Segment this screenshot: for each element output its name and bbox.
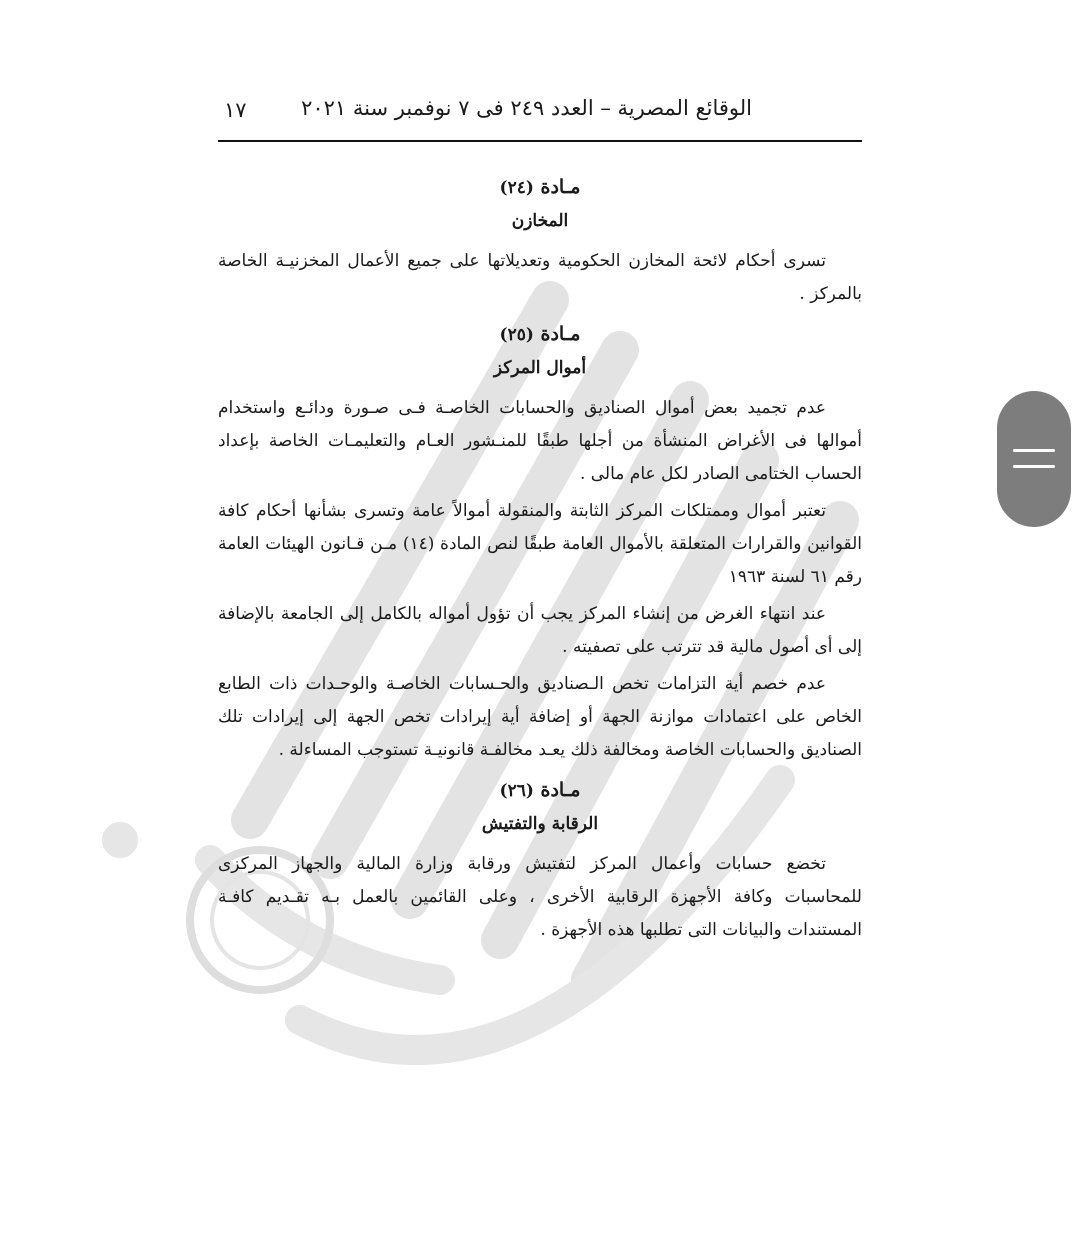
article-subtitle: المخازن [511,211,569,231]
document-body [218,176,862,951]
header-title: الوقائع المصرية – العدد ٢٤٩ فى ٧ نوفمبر سنة ٢٠٢١ [301,96,752,120]
article-number: (٢٤) [499,178,534,198]
page-header [218,96,862,130]
paragraph: تخضع حسابات وأعمال المركز لتفتيش ورقابة وزارة المالية والجهاز المركزى للمحاسبات وكافة الأجهزة الرقابية الأخرى ، وعلى القائمين بالعمل بـه تقـديم كافـة المستندات والبيانات التى تطلبها هذه الأجهزة . [218,854,862,940]
article-label: مـادة [540,779,581,801]
paragraph: تعتبر أموال وممتلكات المركز الثابتة والمنقولة أموالاً عامة وتسرى بشأنها أحكام كافة القوانين والقرارات المتعلقة بالأموال العامة طبقًا لنص المادة (١٤) مـن قـانون الهيئات العامة رقم ٦١ لسنة ١٩٦٣ [218,501,862,587]
article-number: (٢٥) [499,325,534,345]
article-label: مـادة [540,176,581,198]
article-title [218,176,862,199]
article-title [218,779,862,802]
menu-handle-icon [1013,449,1055,452]
page-number: ١٧ [224,98,247,122]
article-number: (٢٦) [499,781,534,801]
article-label: مـادة [540,323,581,345]
article-title [218,323,862,346]
side-menu-handle[interactable] [997,391,1071,527]
menu-handle-icon [1013,465,1055,468]
paragraph: عدم تجميد بعض أموال الصناديق والحسابات الخاصـة فـى صـورة ودائـع واستخدام أموالها فى الأغراض المنشأة من أجلها طبقًا للمنـشور العـام والتعليمـات الخاصة بإعداد الحساب الختامى الصادر لكل عام مالى . [218,398,862,484]
header-rule [218,140,862,142]
document-page [218,96,862,940]
paragraph: تسرى أحكام لائحة المخازن الحكومية وتعديلاتها على جميع الأعمال المخزنيـة الخاصة بالمركز . [218,251,862,304]
paragraph: عدم خصم أية التزامات تخص الـصناديق والحـسابات الخاصـة والوحـدات ذات الطابع الخاص على اعتمادات موازنة الجهة أو إضافة أية إيرادات تخص الجهة إلى إيرادات تلك الصناديق والحسابات الخاصة ومخالفة ذلك يعـد مخالفـة قانونيـة تستوجب المساءلة . [218,674,862,760]
article-subtitle: الرقابة والتفتيش [481,814,599,834]
article-subtitle: أموال المركز [493,358,587,378]
paragraph: عند انتهاء الغرض من إنشاء المركز يجب أن تؤول أمواله بالكامل إلى الجامعة بالإضافة إلى أى أصول مالية قد تترتب على تصفيته . [218,604,862,657]
